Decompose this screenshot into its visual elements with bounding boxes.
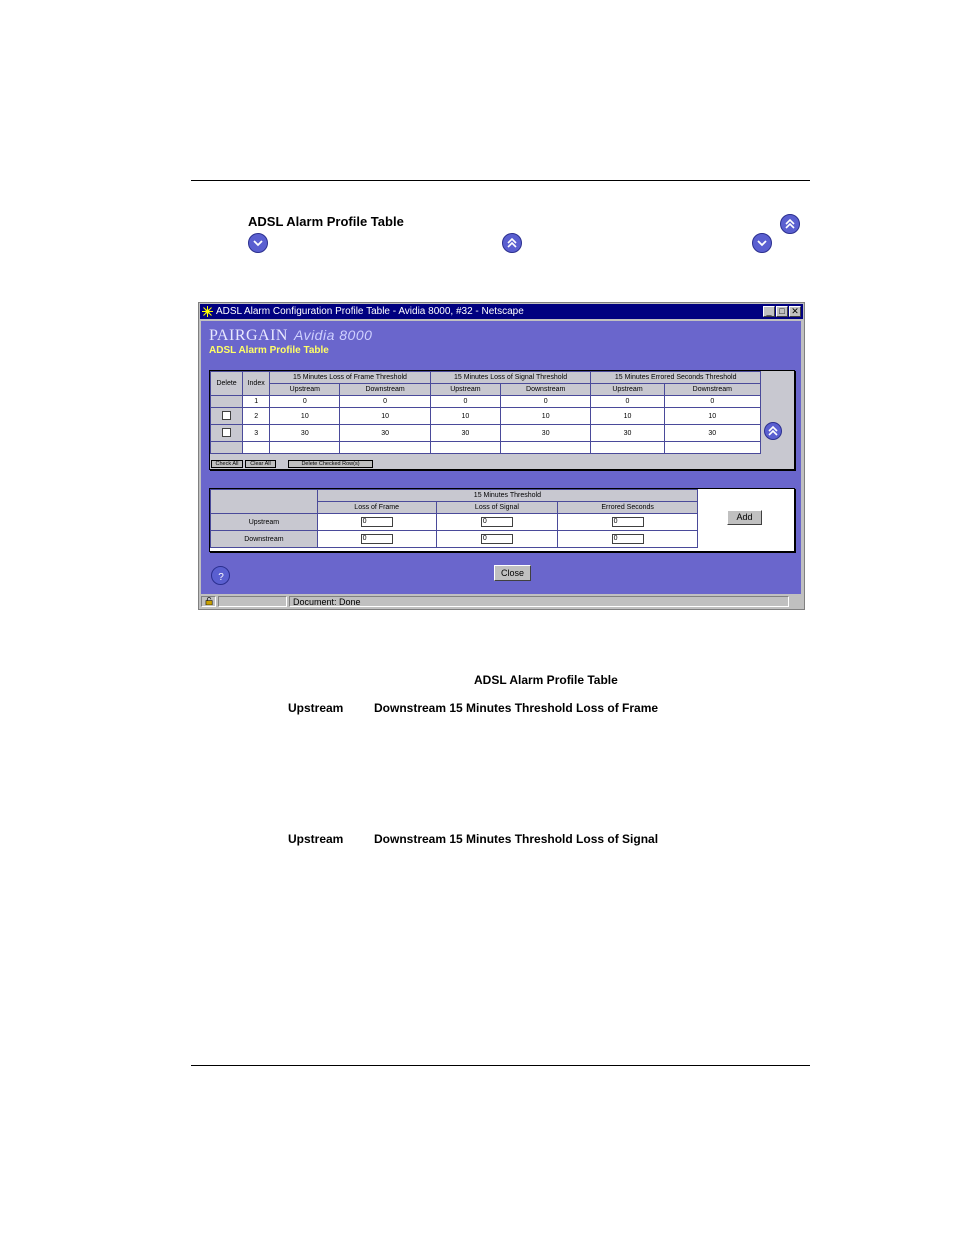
corner-cell xyxy=(211,490,318,514)
value-cell xyxy=(664,442,760,454)
input-cell xyxy=(317,531,436,548)
upstream-los-input[interactable]: 0 xyxy=(481,517,513,527)
index-cell: 1 xyxy=(243,396,270,408)
delete-cell xyxy=(211,396,243,408)
value-cell: 10 xyxy=(501,408,591,425)
value-cell xyxy=(340,442,430,454)
index-cell: 2 xyxy=(243,408,270,425)
col-group-lof: 15 Minutes Loss of Frame Threshold xyxy=(270,372,431,384)
delete-cell xyxy=(211,425,243,442)
security-lock-icon[interactable] xyxy=(201,596,216,607)
upstream-lof-input[interactable]: 0 xyxy=(361,517,393,527)
window-title: ADSL Alarm Configuration Profile Table - Avidia 8000, #32 - Netscape xyxy=(216,306,524,317)
value-cell: 0 xyxy=(501,396,591,408)
close-icon[interactable]: ✕ xyxy=(789,306,801,317)
down-chevron-icon xyxy=(248,233,268,253)
col-loss-of-frame: Loss of Frame xyxy=(317,502,436,514)
value-cell: 30 xyxy=(340,425,430,442)
status-text: Document: Done xyxy=(289,596,789,607)
col-downstream: Downstream xyxy=(664,384,760,396)
pairgain-logo xyxy=(209,327,372,345)
input-cell xyxy=(436,514,558,531)
col-index: Index xyxy=(243,372,270,396)
value-cell xyxy=(270,442,340,454)
netscape-window xyxy=(198,302,805,610)
los-description-label: Downstream 15 Minutes Threshold Loss of Signal xyxy=(374,832,659,846)
help-icon[interactable] xyxy=(211,566,230,585)
upstream-label: Upstream xyxy=(288,701,344,715)
add-button[interactable]: Add xyxy=(727,510,762,525)
downstream-los-input[interactable]: 0 xyxy=(481,534,513,544)
page-subtitle: ADSL Alarm Profile Table xyxy=(209,345,329,356)
col-upstream: Upstream xyxy=(270,384,340,396)
delete-cell xyxy=(211,408,243,425)
value-cell: 10 xyxy=(591,408,664,425)
value-cell: 10 xyxy=(430,408,500,425)
table-row xyxy=(211,442,761,454)
netscape-icon xyxy=(202,306,213,317)
delete-checkbox[interactable] xyxy=(222,428,231,437)
table-row xyxy=(211,425,761,442)
value-cell: 0 xyxy=(430,396,500,408)
input-cell xyxy=(558,514,698,531)
svg-text:?: ? xyxy=(217,571,224,582)
down-chevron-icon xyxy=(752,233,772,253)
value-cell: 10 xyxy=(340,408,430,425)
value-cell: 10 xyxy=(270,408,340,425)
window-titlebar xyxy=(200,304,803,319)
index-cell: 3 xyxy=(243,425,270,442)
upstream-es-input[interactable]: 0 xyxy=(612,517,644,527)
threshold-header: 15 Minutes Threshold xyxy=(317,490,697,502)
row-label-downstream: Downstream xyxy=(211,531,318,548)
value-cell: 0 xyxy=(340,396,430,408)
scroll-up-button[interactable] xyxy=(764,422,782,440)
delete-cell xyxy=(211,442,243,454)
bottom-rule xyxy=(191,1065,810,1066)
row-label-upstream: Upstream xyxy=(211,514,318,531)
status-bar xyxy=(200,595,803,608)
value-cell: 30 xyxy=(430,425,500,442)
add-profile-table xyxy=(210,489,698,548)
logo-text: PAIRGAIN xyxy=(209,327,288,344)
col-upstream: Upstream xyxy=(591,384,664,396)
col-group-los: 15 Minutes Loss of Signal Threshold xyxy=(430,372,591,384)
lof-description-label: Downstream 15 Minutes Threshold Loss of Frame xyxy=(374,701,659,715)
table-row xyxy=(211,396,761,408)
close-button[interactable]: Close xyxy=(494,565,531,581)
col-errored-seconds: Errored Seconds xyxy=(558,502,698,514)
value-cell: 0 xyxy=(270,396,340,408)
value-cell: 30 xyxy=(501,425,591,442)
clear-all-button[interactable]: Clear All xyxy=(245,460,276,468)
col-loss-of-signal: Loss of Signal xyxy=(436,502,558,514)
value-cell: 0 xyxy=(664,396,760,408)
input-cell xyxy=(317,514,436,531)
value-cell: 30 xyxy=(664,425,760,442)
input-cell xyxy=(436,531,558,548)
col-delete: Delete xyxy=(211,372,243,396)
add-profile-panel xyxy=(209,488,795,552)
delete-checkbox[interactable] xyxy=(222,411,231,420)
up-double-chevron-icon xyxy=(502,233,522,253)
downstream-es-input[interactable]: 0 xyxy=(612,534,644,544)
value-cell: 30 xyxy=(270,425,340,442)
col-downstream: Downstream xyxy=(501,384,591,396)
value-cell xyxy=(501,442,591,454)
minimize-icon[interactable]: _ xyxy=(763,306,775,317)
intro-bold-text: ADSL Alarm Profile Table xyxy=(248,214,404,229)
value-cell: 30 xyxy=(591,425,664,442)
delete-checked-button[interactable]: Delete Checked Row(s) xyxy=(288,460,373,468)
logo-product: Avidia 8000 xyxy=(293,327,373,343)
value-cell: 10 xyxy=(664,408,760,425)
top-rule xyxy=(191,180,810,181)
page-content xyxy=(201,321,801,594)
figure-caption: ADSL Alarm Profile Table xyxy=(474,673,618,687)
table-row xyxy=(211,408,761,425)
upstream-label: Upstream xyxy=(288,832,344,846)
check-all-button[interactable]: Check All xyxy=(211,460,243,468)
profile-table xyxy=(210,371,761,454)
up-double-chevron-icon xyxy=(780,214,800,234)
downstream-lof-input[interactable]: 0 xyxy=(361,534,393,544)
input-cell xyxy=(558,531,698,548)
form-row xyxy=(211,531,698,548)
col-group-es: 15 Minutes Errored Seconds Threshold xyxy=(591,372,761,384)
maximize-icon[interactable]: □ xyxy=(776,306,788,317)
col-upstream: Upstream xyxy=(430,384,500,396)
progress-segment xyxy=(218,596,287,607)
index-cell xyxy=(243,442,270,454)
profile-table-panel xyxy=(209,370,795,470)
value-cell xyxy=(430,442,500,454)
value-cell: 0 xyxy=(591,396,664,408)
col-downstream: Downstream xyxy=(340,384,430,396)
value-cell xyxy=(591,442,664,454)
form-row xyxy=(211,514,698,531)
